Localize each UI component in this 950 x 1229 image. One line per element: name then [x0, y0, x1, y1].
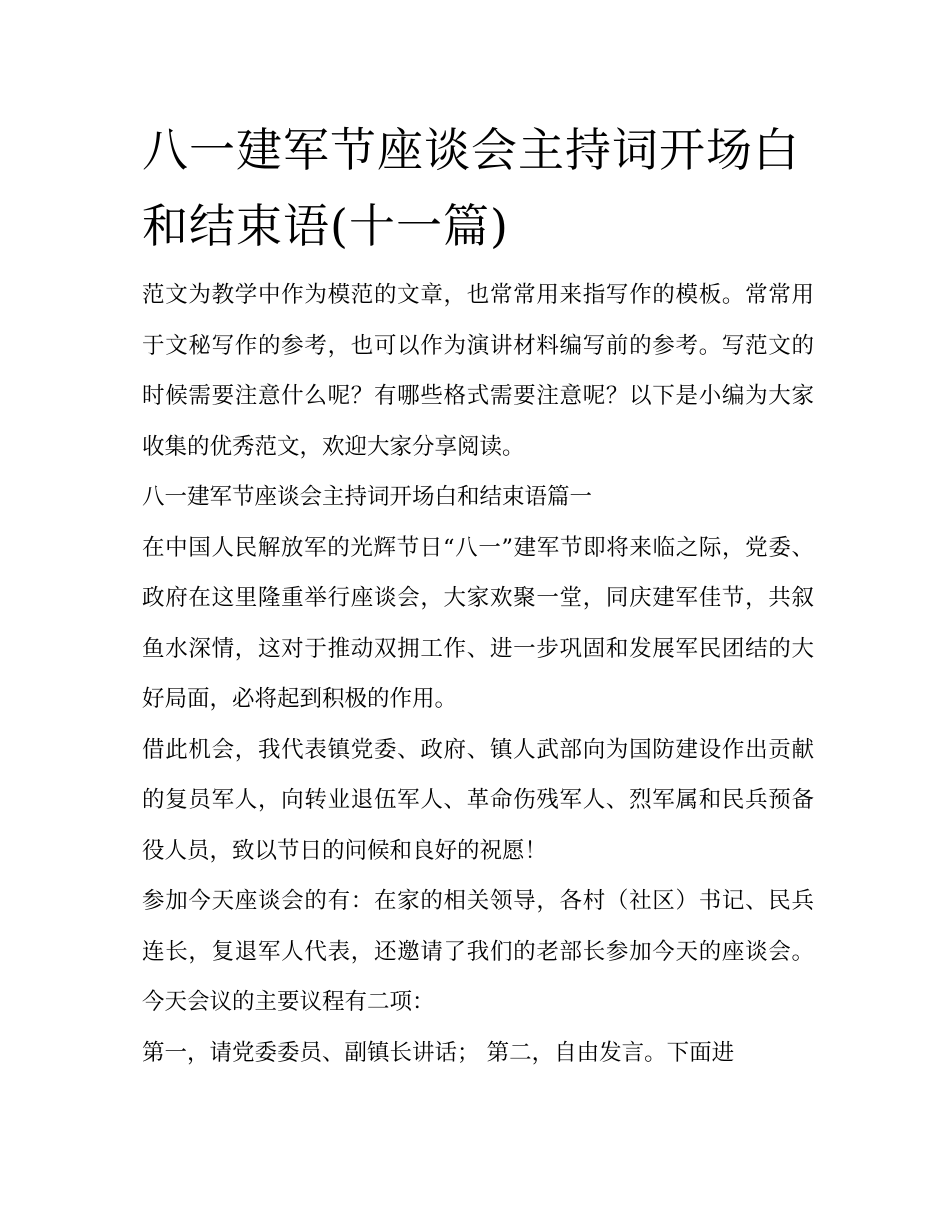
paragraph-attendees: 参加今天座谈会的有：在家的相关领导，各村（社区）书记、民兵连长，复退军人代表，还邀请了我们的老部长参加今天的座谈会。 今天会议的主要议程有二项：: [142, 888, 814, 1015]
paragraph-opening: 在中国人民解放军的光辉节日“八一”建军节即将来临之际，党委、政府在这里隆重举行座谈会，大家欢聚一堂，同庆建军佳节，共叙鱼水深情，这对于推动双拥工作、进一步巩固和发展军民团结的大好局面，必将起到积极的作用。: [142, 534, 814, 712]
document-page: [142, 112, 814, 1078]
section-heading: 八一建军节座谈会主持词开场白和结束语篇一: [142, 484, 593, 510]
document-title: 八一建军节座谈会主持词开场白和结束语(十一篇): [142, 123, 800, 253]
paragraph-agenda: 第一，请党委委员、副镇长讲话； 第二，自由发言。下面进: [142, 1039, 735, 1066]
paragraph-greeting: 借此机会，我代表镇党委、政府、镇人武部向为国防建设作出贡献的复员军人，向转业退伍军人、革命伤残军人、烈军属和民兵预备役人员，致以节日的问候和良好的祝愿！: [142, 736, 814, 864]
paragraph-intro: 范文为教学中作为模范的文章，也常常用来指写作的模板。常常用于文秘写作的参考，也可以作为演讲材料编写前的参考。写范文的时候需要注意什么呢？有哪些格式需要注意呢？以下是小编为大家收集的优秀范文，欢迎大家分享阅读。: [142, 282, 814, 460]
